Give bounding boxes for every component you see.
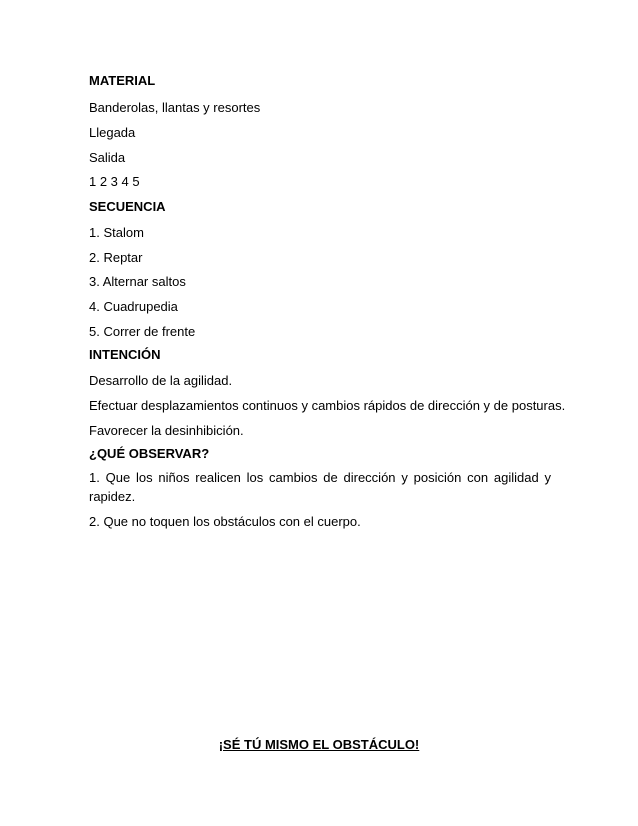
intencion-item: Efectuar desplazamientos continuos y cambios rápidos de dirección y de posturas. <box>89 398 566 413</box>
secuencia-item: 1. Stalom <box>89 225 144 240</box>
secuencia-item: 3. Alternar saltos <box>89 274 186 289</box>
intencion-item: Desarrollo de la agilidad. <box>89 373 233 388</box>
material-item: Banderolas, llantas y resortes <box>89 100 261 115</box>
observar-item: 2. Que no toquen los obstáculos con el cuerpo. <box>89 514 361 529</box>
secuencia-item: 2. Reptar <box>89 250 143 265</box>
secuencia-heading: SECUENCIA <box>89 199 166 214</box>
material-heading: MATERIAL <box>89 73 156 88</box>
material-item: 1 2 3 4 5 <box>89 174 140 189</box>
material-item: Llegada <box>89 125 136 140</box>
intencion-heading: INTENCIÓN <box>89 347 161 362</box>
intencion-item: Favorecer la desinhibición. <box>89 423 244 438</box>
material-item: Salida <box>89 150 126 165</box>
observar-heading: ¿QUÉ OBSERVAR? <box>89 446 210 461</box>
slogan: ¡SÉ TÚ MISMO EL OBSTÁCULO! <box>218 737 420 752</box>
observar-item: 1. Que los niños realicen los cambios de dirección y posición con agilidad y rapidez. <box>89 470 551 504</box>
secuencia-item: 4. Cuadrupedia <box>89 299 178 314</box>
secuencia-item: 5. Correr de frente <box>89 324 196 339</box>
